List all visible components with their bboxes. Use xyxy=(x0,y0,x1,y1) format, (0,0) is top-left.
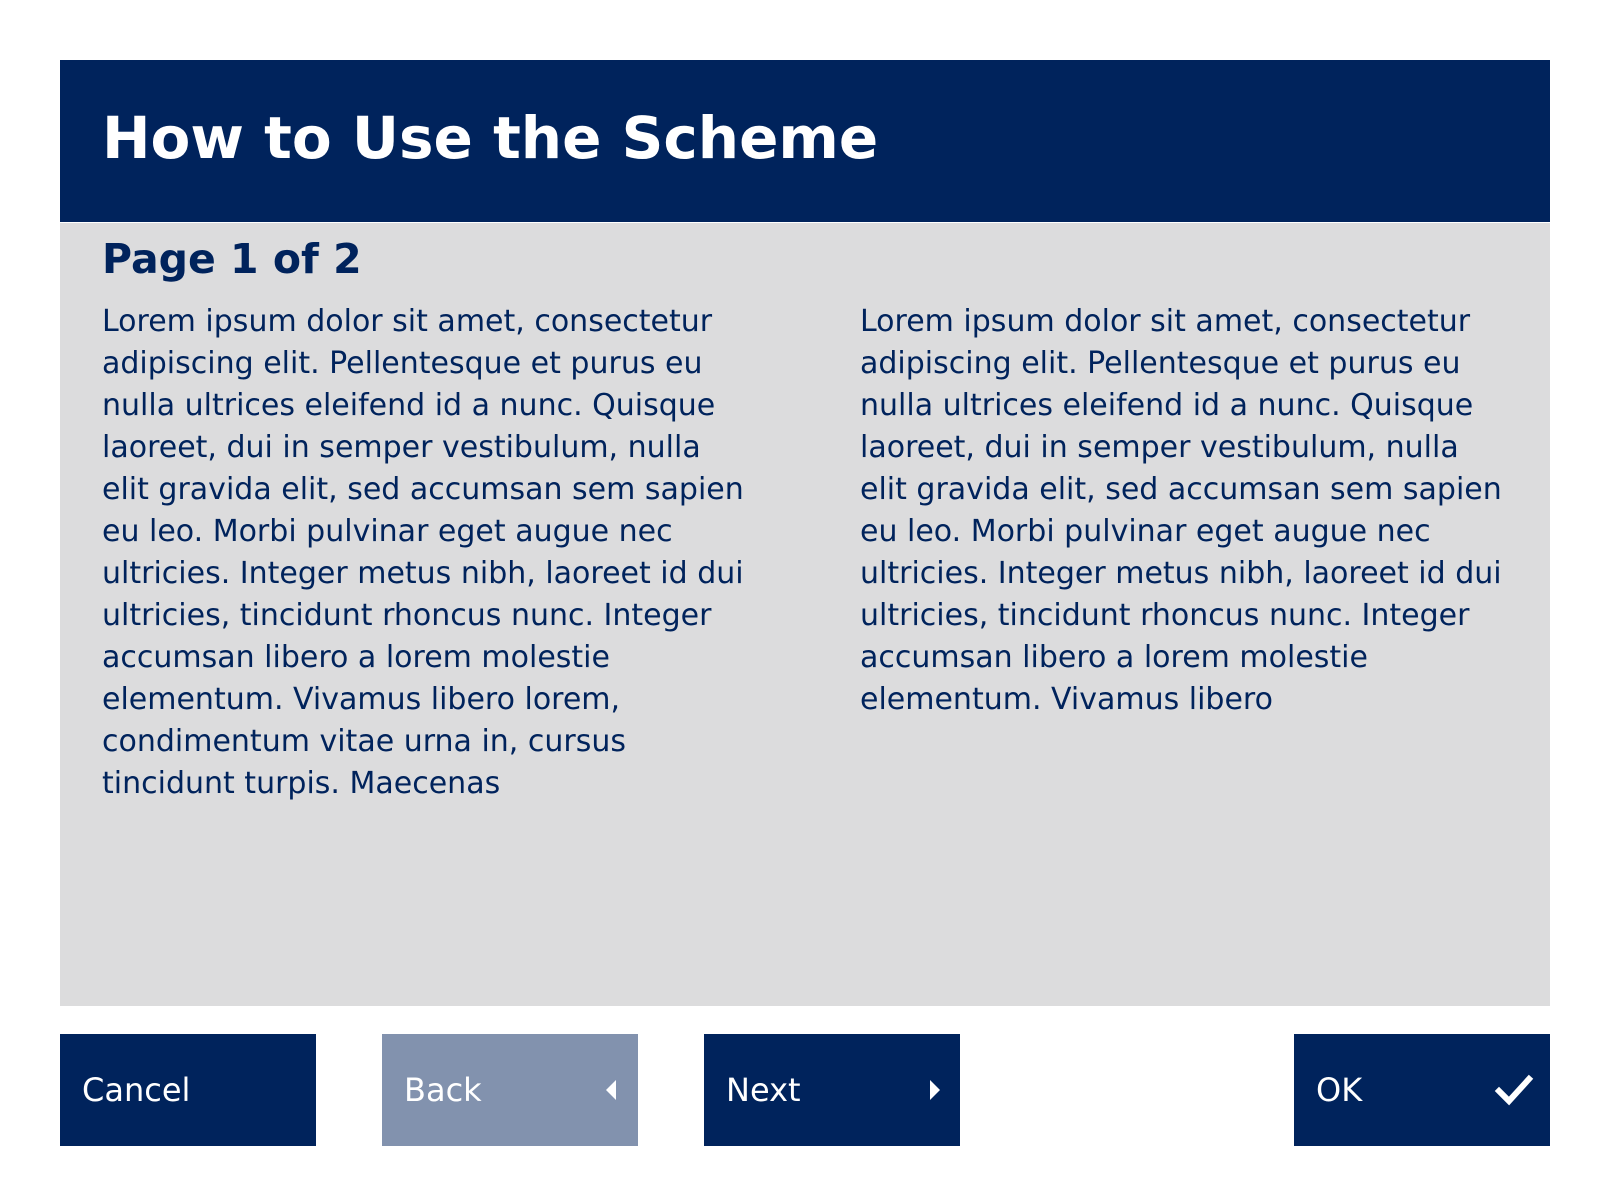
next-button[interactable] xyxy=(704,1034,960,1146)
ok-button-label: OK xyxy=(1316,1071,1363,1109)
back-button-label: Back xyxy=(404,1071,482,1109)
content-panel xyxy=(60,223,1550,1006)
back-button[interactable] xyxy=(382,1034,638,1146)
text-column-left: Lorem ipsum dolor sit amet, consectetur adipiscing elit. Pellentesque et purus eu nulla ultrices eleifend id a nunc. Quisque laoreet, dui in semper vestibulum, nulla elit gravida elit, sed accumsan sem sapien eu leo. Morbi pulvinar eget augue nec ultricies. Integer metus nibh, laoreet id dui ultricies, tincidunt rhoncus nunc. Integer accumsan libero a lorem molestie elementum. Vivamus libero lorem, condimentum vitae urna in, cursus tincidunt turpis. Maecenas xyxy=(102,304,744,801)
checkmark-icon xyxy=(1494,1074,1534,1106)
caret-right-icon xyxy=(924,1078,944,1102)
caret-left-icon xyxy=(602,1078,622,1102)
cancel-button[interactable] xyxy=(60,1034,316,1146)
page-indicator: Page 1 of 2 xyxy=(102,235,362,283)
ok-button[interactable] xyxy=(1294,1034,1550,1146)
text-column-right: Lorem ipsum dolor sit amet, consectetur adipiscing elit. Pellentesque et purus eu nulla ultrices eleifend id a nunc. Quisque laoreet, dui in semper vestibulum, nulla elit gravida elit, sed accumsan sem sapien eu leo. Morbi pulvinar eget augue nec ultricies. Integer metus nibh, laoreet id dui ultricies, tincidunt rhoncus nunc. Integer accumsan libero a lorem molestie elementum. Vivamus libero xyxy=(860,304,1502,717)
cancel-button-label: Cancel xyxy=(82,1071,191,1109)
dialog-title: How to Use the Scheme xyxy=(102,104,879,172)
dialog-header xyxy=(60,60,1550,222)
next-button-label: Next xyxy=(726,1071,801,1109)
